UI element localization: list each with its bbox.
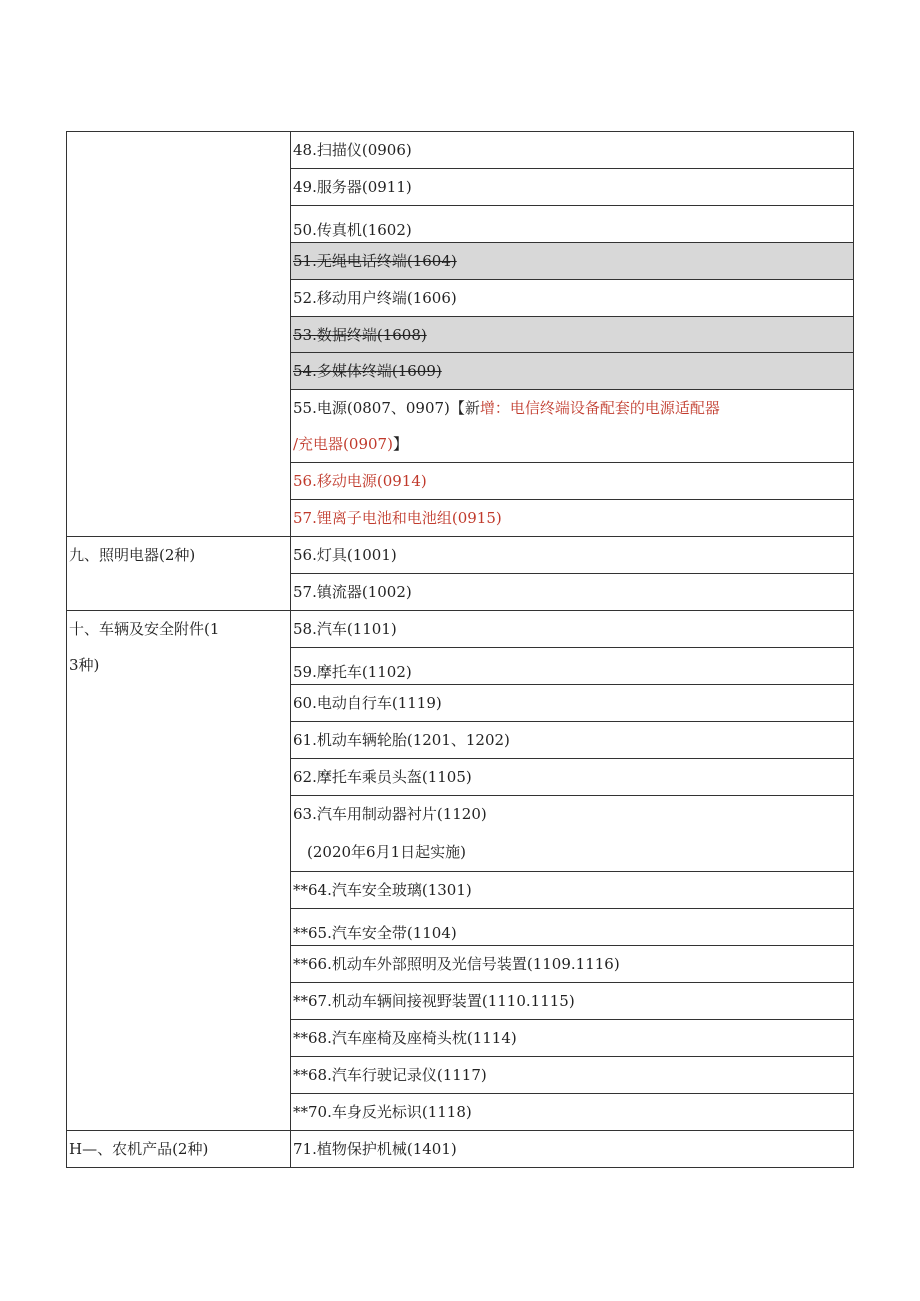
catalog-table (66, 131, 854, 1168)
item-cell-power (291, 390, 854, 463)
category-cell (67, 132, 291, 537)
item-cell: 57.镇流器(1002) (291, 574, 854, 611)
item-cell: 62.摩托车乘员头盔(1105) (291, 759, 854, 796)
item-cell: 56.灯具(1001) (291, 537, 854, 574)
item-cell: 50.传真机(1602) (291, 206, 854, 243)
item-cell: **67.机动车辆间接视野装置(1110.1115) (291, 983, 854, 1020)
item-cell: **68.汽车座椅及座椅头枕(1114) (291, 1020, 854, 1057)
category-cell: H—、农机产品(2种) (67, 1131, 291, 1168)
item-cell: **64.汽车安全玻璃(1301) (291, 872, 854, 909)
category-line: 十、车辆及安全附件(1 (69, 620, 220, 638)
item-cell: 49.服务器(0911) (291, 169, 854, 206)
category-cell: 九、照明电器(2种) (67, 537, 291, 611)
item-cell: **66.机动车外部照明及光信号装置(1109.1116) (291, 946, 854, 983)
item-cell: 48.扫描仪(0906) (291, 132, 854, 169)
item-text-red: 增：电信终端设备配套的电源适配器 (479, 399, 720, 417)
item-cell-struck: 54.多媒体终端(1609) (291, 353, 854, 390)
item-cell: 57.锂离子电池和电池组(0915) (291, 500, 854, 537)
item-cell: 71.植物保护机械(1401) (291, 1131, 854, 1168)
item-text: 】 (392, 435, 408, 453)
category-line: 3种) (69, 656, 100, 674)
item-cell-struck: 51.无绳电话终端(1604) (291, 243, 854, 280)
item-line2 (293, 434, 853, 454)
item-cell: 56.移动电源(0914) (291, 463, 854, 500)
item-text: 63.汽车用制动器衬片(1120) (293, 805, 487, 823)
item-cell: **68.汽车行驶记录仪(1117) (291, 1057, 854, 1094)
item-cell: **70.车身反光标识(1118) (291, 1094, 854, 1131)
item-note: (2020年6月1日起实施) (307, 843, 466, 861)
item-text-red: /充电器(0907) (293, 435, 393, 453)
item-cell (291, 796, 854, 872)
category-cell (67, 611, 291, 1131)
item-cell: 61.机动车辆轮胎(1201、1202) (291, 722, 854, 759)
item-text: 55.电源(0807、0907)【新 (293, 399, 480, 417)
item-cell: 59.摩托车(1102) (291, 648, 854, 685)
item-cell: **65.汽车安全带(1104) (291, 909, 854, 946)
item-cell: 58.汽车(1101) (291, 611, 854, 648)
item-cell: 52.移动用户终端(1606) (291, 280, 854, 317)
item-cell: 60.电动自行车(1119) (291, 685, 854, 722)
item-cell-struck: 53.数据终端(1608) (291, 317, 854, 353)
